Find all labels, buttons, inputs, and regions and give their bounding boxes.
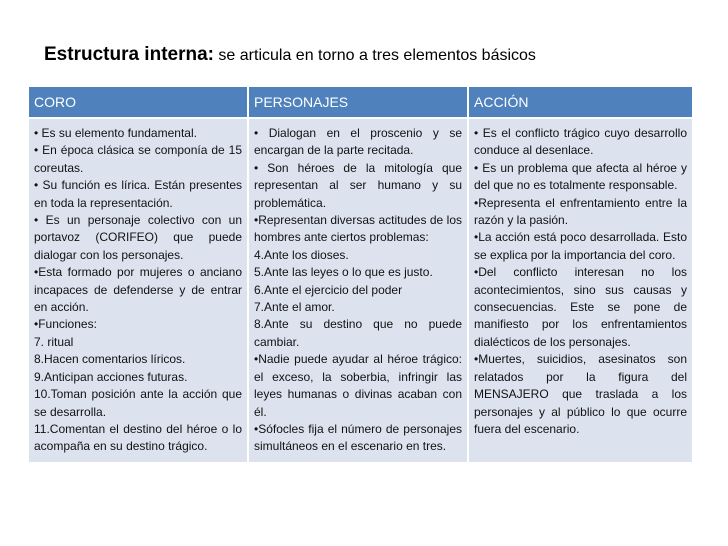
list-item: • Es un problema que afecta al héroe y del que no es totalmente responsable.: [474, 160, 687, 193]
cell-coro: [29, 118, 248, 462]
list-item: •Esta formado por mujeres o anciano incapaces de defenderse y de entrar en acción.: [34, 265, 242, 315]
list-item: •Funciones:: [34, 317, 97, 332]
list-item: 6.Ante el ejercicio del poder: [254, 282, 403, 297]
structure-table: [29, 87, 692, 462]
body-row: [29, 118, 692, 462]
list-item: 8.Ante su destino que no puede cambiar.: [254, 317, 462, 349]
list-item: • Es el conflicto trágico cuyo desarrollo conduce al desenlace.: [474, 126, 687, 158]
list-item: 11.Comentan el destino del héroe o lo acompaña en su destino trágico.: [34, 421, 242, 454]
list-item: •Sófocles fija el número de personajes simultáneos en el escenario en tres.: [254, 421, 462, 454]
title-rest: se articula en torno a tres elementos básicos: [213, 47, 536, 64]
list-item: •Nadie puede ayudar al héroe trágico: el exceso, la soberbia, infringir las leyes humanas o divinas acaban con él.: [254, 352, 462, 419]
header-personajes: PERSONAJES: [248, 87, 468, 118]
list-item: 5.Ante las leyes o lo que es justo.: [254, 265, 433, 280]
cell-personajes: [248, 118, 468, 462]
list-item: 4.Ante los dioses.: [254, 247, 349, 262]
list-item: •Representa el enfrentamiento entre la razón y la pasión.: [474, 195, 687, 228]
header-coro: CORO: [29, 87, 248, 118]
list-item: 10.Toman posición ante la acción que se desarrolla.: [34, 387, 242, 419]
header-accion: ACCIÓN: [468, 87, 692, 118]
title-bold: Estructura interna:: [44, 44, 214, 65]
list-item: •Muertes, suicidios, asesinatos son relatados por la figura del MENSAJERO que traslada a los personajes y al público lo que ocurre fuera del escenario.: [474, 352, 687, 436]
list-item: •Representan diversas actitudes de los hombres ante ciertos problemas:: [254, 213, 462, 245]
list-item: 7. ritual: [34, 334, 74, 349]
list-item: •Del conflicto interesan no los acontecimientos, sino sus causas y consecuencias. Este se pone de manifiesto por los enfrentamientos dialécticos de los personajes.: [474, 265, 687, 349]
list-item: • Son héroes de la mitología que representan al ser humano y su problemática.: [254, 160, 462, 210]
list-item: • En época clásica se componía de 15 coreutas.: [34, 143, 242, 175]
list-item: • Dialogan en el proscenio y se encargan de la parte recitada.: [254, 126, 462, 158]
list-item: • Su función es lírica. Están presentes en toda la representación.: [34, 178, 242, 210]
list-item: 8.Hacen comentarios líricos.: [34, 352, 186, 367]
list-item: • Es su elemento fundamental.: [34, 126, 197, 140]
header-row: [29, 87, 692, 118]
list-item: • Es un personaje colectivo con un portavoz (CORIFEO) que puede dialogar con los personajes.: [34, 213, 242, 262]
list-item: 7.Ante el amor.: [254, 300, 335, 315]
list-item: 9.Anticipan acciones futuras.: [34, 369, 188, 384]
slide-title: [44, 44, 536, 66]
cell-accion: [468, 118, 692, 462]
list-item: •La acción está poco desarrollada. Esto se explica por la importancia del coro.: [474, 230, 687, 262]
